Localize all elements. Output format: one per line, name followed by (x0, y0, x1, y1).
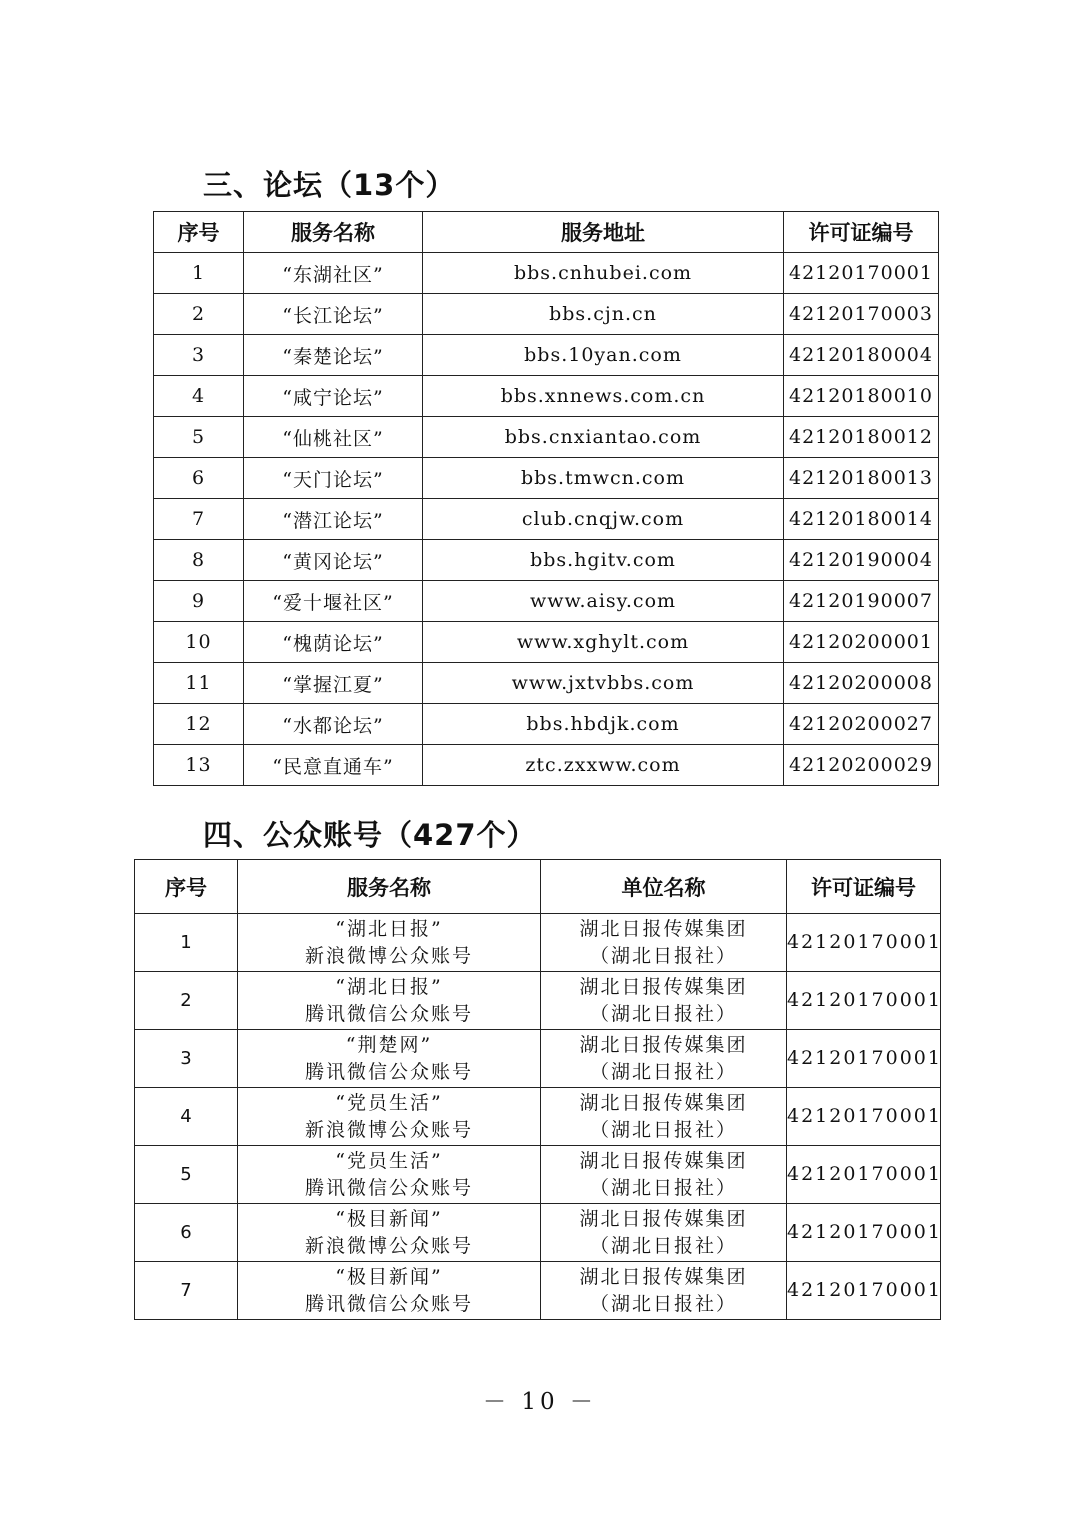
table-row (154, 581, 939, 622)
forum-table-header-row (154, 212, 939, 253)
service-name-line1: “极目新闻” (335, 1207, 443, 1230)
account-table-header-row (135, 860, 941, 914)
row-number: 7 (154, 499, 244, 540)
unit-name-line2: （湖北日报社） (589, 1060, 737, 1083)
table-row (135, 914, 941, 972)
service-address: www.aisy.com (423, 581, 784, 622)
header-no: 序号 (135, 860, 238, 914)
service-address: bbs.tmwcn.com (423, 458, 784, 499)
service-name-line1: “极目新闻” (335, 1265, 443, 1288)
table-row (154, 663, 939, 704)
unit-name-line1: 湖北日报传媒集团 (579, 1033, 748, 1056)
unit-name-line1: 湖北日报传媒集团 (579, 1149, 748, 1172)
row-number: 12 (154, 704, 244, 745)
row-number: 4 (135, 1088, 238, 1146)
service-name (238, 1262, 541, 1320)
license-number: 42120170001 (787, 1146, 941, 1204)
header-no: 序号 (154, 212, 244, 253)
account-section-title: 四、公众账号（427个） (203, 818, 537, 852)
row-number: 6 (135, 1204, 238, 1262)
unit-name (541, 972, 787, 1030)
service-name: “东湖社区” (244, 253, 423, 294)
service-name (238, 1204, 541, 1262)
row-number: 10 (154, 622, 244, 663)
row-number: 4 (154, 376, 244, 417)
service-name-line2: 腾讯微信公众账号 (304, 1002, 473, 1025)
row-number: 7 (135, 1262, 238, 1320)
service-name-line1: “荆楚网” (345, 1033, 433, 1056)
row-number: 13 (154, 745, 244, 786)
unit-name (541, 1204, 787, 1262)
account-table (134, 859, 941, 1320)
license-number: 42120200029 (784, 745, 939, 786)
unit-name-line1: 湖北日报传媒集团 (579, 1265, 748, 1288)
unit-name-line1: 湖北日报传媒集团 (579, 1091, 748, 1114)
license-number: 42120200001 (784, 622, 939, 663)
service-name: “秦楚论坛” (244, 335, 423, 376)
unit-name-line1: 湖北日报传媒集团 (579, 975, 748, 998)
service-name: “仙桃社区” (244, 417, 423, 458)
header-license-no: 许可证编号 (787, 860, 941, 914)
service-name-line1: “湖北日报” (335, 917, 443, 940)
header-unit-name: 单位名称 (541, 860, 787, 914)
header-service-address: 服务地址 (423, 212, 784, 253)
unit-name-line2: （湖北日报社） (589, 1234, 737, 1257)
license-number: 42120180010 (784, 376, 939, 417)
service-name: “咸宁论坛” (244, 376, 423, 417)
service-name-line1: “党员生活” (335, 1149, 443, 1172)
row-number: 5 (135, 1146, 238, 1204)
row-number: 2 (135, 972, 238, 1030)
license-number: 42120200008 (784, 663, 939, 704)
row-number: 3 (135, 1030, 238, 1088)
unit-name (541, 1262, 787, 1320)
row-number: 6 (154, 458, 244, 499)
row-number: 9 (154, 581, 244, 622)
row-number: 2 (154, 294, 244, 335)
license-number: 42120170001 (787, 1204, 941, 1262)
row-number: 1 (135, 914, 238, 972)
service-address: bbs.hgitv.com (423, 540, 784, 581)
service-address: bbs.cjn.cn (423, 294, 784, 335)
header-service-name: 服务名称 (238, 860, 541, 914)
header-service-name: 服务名称 (244, 212, 423, 253)
service-address: bbs.cnhubei.com (423, 253, 784, 294)
service-name: “民意直通车” (244, 745, 423, 786)
license-number: 42120170001 (787, 1088, 941, 1146)
page-number: － 10 － (483, 1389, 597, 1415)
license-number: 42120190007 (784, 581, 939, 622)
service-address: www.jxtvbbs.com (423, 663, 784, 704)
service-name-line2: 新浪微博公众账号 (304, 1118, 473, 1141)
license-number: 42120190004 (784, 540, 939, 581)
service-name: “长江论坛” (244, 294, 423, 335)
row-number: 8 (154, 540, 244, 581)
table-row (135, 1030, 941, 1088)
table-row (154, 745, 939, 786)
service-address: www.xghylt.com (423, 622, 784, 663)
unit-name-line2: （湖北日报社） (589, 1002, 737, 1025)
table-row (154, 335, 939, 376)
service-name: “水都论坛” (244, 704, 423, 745)
service-address: bbs.hbdjk.com (423, 704, 784, 745)
table-row (154, 253, 939, 294)
unit-name (541, 914, 787, 972)
service-name (238, 1030, 541, 1088)
service-name: “潜江论坛” (244, 499, 423, 540)
table-row (135, 1262, 941, 1320)
table-row (135, 1088, 941, 1146)
service-name-line2: 腾讯微信公众账号 (304, 1176, 473, 1199)
row-number: 3 (154, 335, 244, 376)
service-address: bbs.10yan.com (423, 335, 784, 376)
unit-name-line1: 湖北日报传媒集团 (579, 917, 748, 940)
unit-name (541, 1088, 787, 1146)
license-number: 42120170001 (784, 253, 939, 294)
table-row (154, 499, 939, 540)
license-number: 42120170001 (787, 1030, 941, 1088)
license-number: 42120180014 (784, 499, 939, 540)
service-name-line2: 新浪微博公众账号 (304, 1234, 473, 1257)
service-address: ztc.zxxww.com (423, 745, 784, 786)
license-number: 42120180004 (784, 335, 939, 376)
table-row (154, 704, 939, 745)
table-row (135, 1146, 941, 1204)
table-row (135, 1204, 941, 1262)
license-number: 42120200027 (784, 704, 939, 745)
unit-name-line2: （湖北日报社） (589, 1118, 737, 1141)
license-number: 42120170001 (787, 914, 941, 972)
license-number: 42120180013 (784, 458, 939, 499)
table-row (154, 540, 939, 581)
unit-name-line2: （湖北日报社） (589, 1292, 737, 1315)
service-name: “掌握江夏” (244, 663, 423, 704)
table-row (154, 458, 939, 499)
row-number: 5 (154, 417, 244, 458)
service-name (238, 1088, 541, 1146)
service-name (238, 914, 541, 972)
table-row (135, 972, 941, 1030)
unit-name (541, 1146, 787, 1204)
table-row (154, 622, 939, 663)
license-number: 42120180012 (784, 417, 939, 458)
service-name-line1: “党员生活” (335, 1091, 443, 1114)
service-name (238, 1146, 541, 1204)
row-number: 1 (154, 253, 244, 294)
service-name: “爱十堰社区” (244, 581, 423, 622)
header-license-no: 许可证编号 (784, 212, 939, 253)
service-name-line1: “湖北日报” (335, 975, 443, 998)
forum-table (153, 211, 939, 786)
license-number: 42120170003 (784, 294, 939, 335)
forum-section-title: 三、论坛（13个） (203, 168, 456, 202)
service-name: “槐荫论坛” (244, 622, 423, 663)
license-number: 42120170001 (787, 972, 941, 1030)
service-address: bbs.xnnews.com.cn (423, 376, 784, 417)
table-row (154, 376, 939, 417)
row-number: 11 (154, 663, 244, 704)
service-name: “天门论坛” (244, 458, 423, 499)
service-name: “黄冈论坛” (244, 540, 423, 581)
table-row (154, 417, 939, 458)
service-name-line2: 腾讯微信公众账号 (304, 1292, 473, 1315)
service-name-line2: 新浪微博公众账号 (304, 944, 473, 967)
service-address: bbs.cnxiantao.com (423, 417, 784, 458)
license-number: 42120170001 (787, 1262, 941, 1320)
service-name (238, 972, 541, 1030)
unit-name-line2: （湖北日报社） (589, 944, 737, 967)
unit-name-line1: 湖北日报传媒集团 (579, 1207, 748, 1230)
unit-name (541, 1030, 787, 1088)
table-row (154, 294, 939, 335)
service-name-line2: 腾讯微信公众账号 (304, 1060, 473, 1083)
service-address: club.cnqjw.com (423, 499, 784, 540)
unit-name-line2: （湖北日报社） (589, 1176, 737, 1199)
